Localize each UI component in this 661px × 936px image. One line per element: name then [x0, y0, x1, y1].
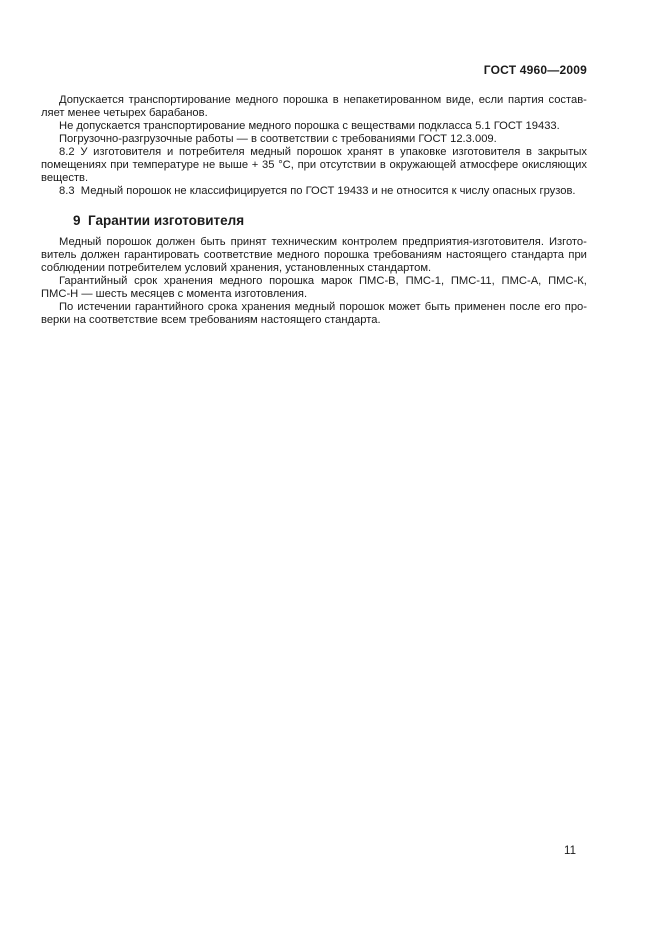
- document-body: [41, 94, 587, 327]
- text-line: помещениях при температуре не выше + 35 °С, при отсутствии в окружающей атмосфере окисляющих: [41, 159, 587, 171]
- section-9: [41, 236, 587, 327]
- paragraph: [41, 301, 587, 327]
- text-line: 8.2 У изготовителя и потребителя медный порошок хранят в упаковке изготовителя в закрытых: [59, 146, 587, 158]
- paragraph: [41, 146, 587, 185]
- paragraph: [41, 133, 587, 146]
- text-line: Погрузочно-разгрузочные работы — в соответствии с требованиями ГОСТ 12.3.009.: [59, 133, 497, 145]
- text-line: соблюдении потребителем условий хранения, установленных стандартом.: [41, 262, 432, 274]
- paragraph: [41, 94, 587, 120]
- text-line: Гарантийный срок хранения медного порошка марок ПМС-В, ПМС-1, ПМС-11, ПМС-А, ПМС-К,: [59, 275, 587, 287]
- text-line: Не допускается транспортирование медного порошка с веществами подкласса 5.1 ГОСТ 19433.: [59, 120, 560, 132]
- paragraph: [41, 236, 587, 275]
- paragraph: [41, 185, 587, 198]
- section-8: [41, 94, 587, 198]
- text-line: витель должен гарантировать соответствие медного порошка требованиям настоящего стандарта при: [41, 249, 587, 261]
- text-line: верки на соответствие всем требованиям настоящего стандарта.: [41, 314, 381, 326]
- page-number: 11: [564, 845, 576, 857]
- paragraph: [41, 120, 587, 133]
- text-line: 8.3 Медный порошок не классифицируется по ГОСТ 19433 и не относится к числу опасных грузов.: [59, 185, 576, 197]
- paragraph: [41, 275, 587, 301]
- text-line: По истечении гарантийного срока хранения медный порошок может быть применен после его про-: [59, 301, 587, 313]
- text-line: ляет менее четырех барабанов.: [41, 107, 208, 119]
- text-line: Допускается транспортирование медного порошка в непакетированном виде, если партия состав-: [59, 94, 587, 106]
- text-line: веществ.: [41, 172, 89, 184]
- running-header: ГОСТ 4960—2009: [483, 63, 587, 77]
- text-line: Медный порошок должен быть принят техническим контролем предприятия-изготовителя. Изгото-: [59, 236, 587, 248]
- text-line: ПМС-Н — шесть месяцев с момента изготовления.: [41, 288, 308, 300]
- section-9-heading: 9 Гарантии изготовителя: [73, 213, 245, 228]
